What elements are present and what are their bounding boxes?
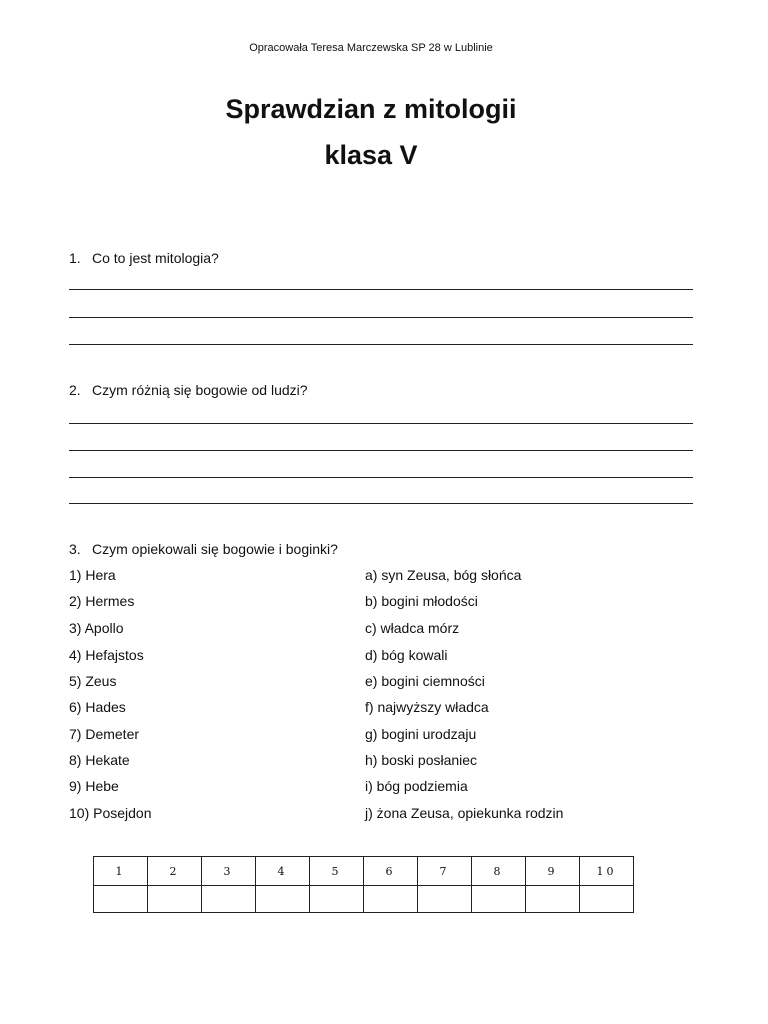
answer-cell[interactable] [472,886,526,913]
answer-cell[interactable] [580,886,634,913]
role-item: g) bogini urodzaju [365,726,477,742]
answer-table-header-cell: 5 [310,857,364,886]
god-item: 7) Demeter [69,726,140,742]
god-item: 5) Zeus [69,673,117,689]
god-item: 9) Hebe [69,778,119,794]
god-item: 2) Hermes [69,593,135,609]
answer-line[interactable] [69,423,693,424]
answer-cell[interactable] [256,886,310,913]
question-text: Co to jest mitologia? [92,250,219,266]
answer-line[interactable] [69,344,693,345]
answer-table-header-cell: 8 [472,857,526,886]
answer-cell[interactable] [364,886,418,913]
answer-table-header-cell: 7 [418,857,472,886]
question-2 [69,382,308,398]
role-item: e) bogini ciemności [365,673,485,689]
god-item: 8) Hekate [69,752,130,768]
answer-line[interactable] [69,289,693,290]
author-line: Opracowała Teresa Marczewska SP 28 w Lublinie [249,42,493,54]
god-item: 6) Hades [69,699,126,715]
answer-cell[interactable] [94,886,148,913]
role-item: c) władca mórz [365,620,460,636]
answer-table-header-row [94,857,634,886]
answer-table-input-row [94,886,634,913]
role-item: h) boski posłaniec [365,752,478,768]
page-title: Sprawdzian z mitologii [225,94,517,124]
answer-table [93,856,634,913]
answer-line[interactable] [69,503,693,504]
answer-cell[interactable] [202,886,256,913]
question-number: 2. [69,382,81,398]
role-item: f) najwyższy władca [365,699,489,715]
role-item: a) syn Zeusa, bóg słońca [365,567,522,583]
god-item: 3) Apollo [69,620,124,636]
answer-table-header-cell: 6 [364,857,418,886]
answer-table-header-cell: 10 [580,857,634,886]
question-3 [69,541,338,557]
role-item: d) bóg kowali [365,647,448,663]
question-text: Czym opiekowali się bogowie i boginki? [92,541,338,557]
question-number: 1. [69,250,81,266]
answer-table-header-cell: 4 [256,857,310,886]
answer-table-header-cell: 1 [94,857,148,886]
answer-cell[interactable] [148,886,202,913]
role-item: j) żona Zeusa, opiekunka rodzin [365,805,564,821]
question-number: 3. [69,541,81,557]
question-1 [69,250,219,266]
answer-table-header-cell: 9 [526,857,580,886]
god-item: 10) Posejdon [69,805,152,821]
answer-cell[interactable] [310,886,364,913]
answer-table-header-cell: 2 [148,857,202,886]
role-item: b) bogini młodości [365,593,478,609]
god-item: 4) Hefajstos [69,647,144,663]
role-item: i) bóg podziemia [365,778,468,794]
answer-cell[interactable] [418,886,472,913]
answer-line[interactable] [69,477,693,478]
answer-cell[interactable] [526,886,580,913]
answer-line[interactable] [69,450,693,451]
god-item: 1) Hera [69,567,116,583]
page-subtitle: klasa V [324,140,418,170]
answer-line[interactable] [69,317,693,318]
answer-table-header-cell: 3 [202,857,256,886]
question-text: Czym różnią się bogowie od ludzi? [92,382,308,398]
